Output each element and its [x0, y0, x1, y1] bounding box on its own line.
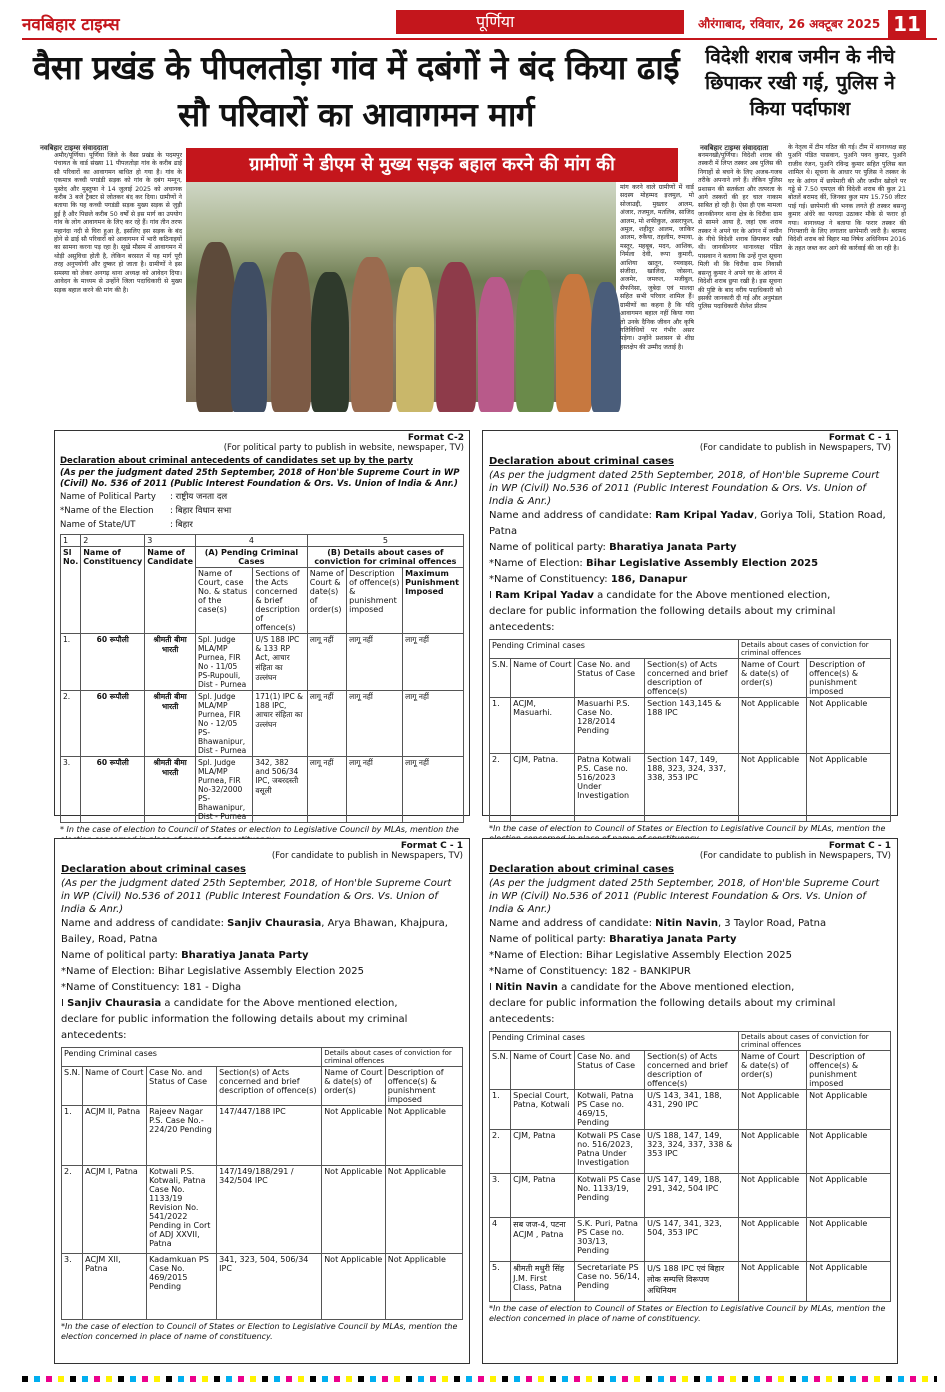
ad3-cell: Not Applicable: [322, 1254, 386, 1320]
ad2-election-label: *Name of Election:: [489, 558, 583, 569]
ad3-h-conv: Details about cases of conviction for criminal offences: [322, 1048, 463, 1067]
ad4-party-line: [489, 932, 891, 948]
ad4-cell: Kotwali PS Case No. 1133/19, Pending: [575, 1174, 645, 1218]
ad4-h-sec: Section(s) of Acts concerned and brief description of offence(s): [645, 1051, 739, 1090]
dateline: औरंगाबाद, रविवार, 26 अक्टूबर 2025: [698, 17, 881, 31]
ad-format-c2: [54, 430, 470, 834]
ad4-party: Bharatiya Janata Party: [609, 934, 737, 945]
ad1-h-const: Name of Constituency: [81, 547, 145, 634]
ad3-h-case: Case No. and Status of Case: [147, 1067, 217, 1106]
ad2-const-line: [489, 572, 891, 588]
ad1-cell: श्रीमती बीमा भारती: [145, 691, 196, 757]
ad4-decl-name: Nitin Navin: [495, 982, 558, 993]
ad1-cell: लागू नहीं: [307, 757, 346, 823]
ad2-format: Format C - 1: [828, 433, 891, 443]
ad2-party-line: [489, 540, 891, 556]
table-row: [490, 1090, 891, 1130]
ad4-cell: सब जज-4, पटना ACJM , Patna: [511, 1218, 575, 1262]
ad4-address-line: [489, 916, 891, 932]
ad2-judgment: (As per the judgment dated 25th September, 2018, of Hon'ble Supreme Court in WP (Civil) No.536 of 2011 (Public Interest Foundation & Ors. Vs. Union of India & Anr.): [489, 470, 880, 507]
ad3-cell: Kadamkuan PS Case No. 469/2015 Pending: [147, 1254, 217, 1320]
ad-ram-kripal-yadav: [482, 430, 898, 833]
ad3-election-line: [61, 964, 463, 980]
ad4-cell: Not Applicable: [807, 1174, 891, 1218]
ad2-party: Bharatiya Janata Party: [609, 542, 737, 553]
ad1-election-label: *Name of the Election: [60, 506, 154, 516]
ad1-cell: लागू नहीं: [347, 757, 403, 823]
ad4-h-pending: Pending Criminal cases: [490, 1032, 739, 1051]
ad1-cell: 3.: [61, 757, 81, 823]
ad1-cell: लागू नहीं: [403, 757, 464, 823]
ad2-cell: 2.: [490, 754, 511, 822]
ad4-h-court: Name of Court: [511, 1051, 575, 1090]
ad1-cell: लागू नहीं: [307, 691, 346, 757]
ad4-election-label: *Name of Election:: [489, 950, 583, 961]
ad3-h-sn: S.N.: [62, 1067, 83, 1106]
ad2-cell: Not Applicable: [739, 698, 807, 754]
ad2-h-desc: Description of offence(s) & punishment imposed: [807, 659, 891, 698]
ad2-declaration: [489, 588, 891, 604]
ad4-cell: Not Applicable: [807, 1130, 891, 1174]
lead-headline: वैसा प्रखंड के पीपलतोड़ा गांव में दबंगों ने बंद किया ढाई सौ परिवारों का आवागमन मार्ग: [32, 48, 680, 134]
ad4-cell: Not Applicable: [807, 1090, 891, 1130]
ad3-cell: Rajeev Nagar P.S. Case No.- 224/20 Pending: [147, 1106, 217, 1166]
ad3-cell: ACJM II, Patna: [83, 1106, 147, 1166]
ad2-address-line: [489, 508, 891, 540]
ad2-cell: Patna Kotwali P.S. Case no. 516/2023 Under Investigation: [575, 754, 645, 822]
ad1-cell: 2.: [61, 691, 81, 757]
ad1-state: बिहार: [175, 520, 193, 530]
ad2-cell: Masuarhi P.S. Case No. 128/2014 Pending: [575, 698, 645, 754]
ad3-note: *In the case of election to Council of States or Election to Legislative Council by MLAs, mention the election concerned in place of name of constituency.: [61, 1322, 458, 1341]
table-row: [62, 1106, 463, 1166]
ad1-cell: 60 रूपौली: [81, 757, 145, 823]
table-row: [490, 698, 891, 754]
ad3-h-ccourt: Name of Court & date(s) of order(s): [322, 1067, 386, 1106]
ad4-cell: CJM, Patna: [511, 1174, 575, 1218]
ad1-party-label: Name of Political Party: [60, 492, 156, 502]
ad1-cell: Spl. Judge MLA/MP Purnea, FIR No - 11/05 PS-Rupouli, Dist - Purnea: [196, 634, 253, 691]
ad2-purpose: (For candidate to publish in Newspapers, TV): [699, 443, 891, 453]
ad4-cell: Not Applicable: [739, 1262, 807, 1302]
ad4-cell: 5.: [490, 1262, 511, 1302]
ad2-h-pending: Pending Criminal cases: [490, 640, 739, 659]
ad4-party-label: Name of political party:: [489, 934, 606, 945]
ad2-cell: Section 143,145 & 188 IPC: [645, 698, 739, 754]
ad1-colnum: 2: [81, 535, 145, 547]
ad1-format: Format C-2: [407, 433, 464, 443]
ad1-h-a2: Sections of the Acts concerned & brief description of offence(s): [253, 568, 307, 634]
ad3-cell: 3.: [62, 1254, 83, 1320]
ad2-cell: Not Applicable: [807, 754, 891, 822]
ad1-party-line: Name of Political Party : राष्ट्रीय जनता दल: [60, 492, 228, 502]
ad1-title: Declaration about criminal antecedents of candidates set up by the party: [60, 456, 413, 466]
ad1-cell: 60 रूपौली: [81, 634, 145, 691]
ad4-cell: U/S 143, 341, 188, 431, 290 IPC: [645, 1090, 739, 1130]
ad1-election: बिहार विधान सभा: [175, 506, 232, 516]
ad4-cell: 2.: [490, 1130, 511, 1174]
table-row: [61, 691, 464, 757]
ad4-cell: Kotwali, Patna PS Case no. 469/15, Pending: [575, 1090, 645, 1130]
side-column-1: बनमनखी/पूर्णिया। विदेशी शराब की तस्करी में लिप्त तस्कर अब पुलिस की निगाहों से बचने के लिए अजब-गजब तरीके अपनाने लगे हैं। लेकिन पुलिस प्रशासन की सतर्कता और तत्परता के आगे तस्करों की हर चाल नाकाम साबित हो रही है। ऐसा ही एक मामला जानकीनगर थाना क्षेत्र के चिरौवा ग्राम से सामने आया है, जहां एक शराब तस्कर ने अपने घर के आंगन में जमीन के नीचे विदेशी शराब छिपाकर रखी थी। जानकीनगर थानाध्यक्ष पंडित पासवान ने बताया कि उन्हें गुप्त सूचना मिली थी कि चिरौवा ग्राम निवासी बसन्तु कुमार ने अपने घर के आंगन में विदेशी शराब छुपा रखी है। इस सूचना की पुष्टि के बाद वरीय पदाधिकारी को इसकी जानकारी दी गई और अनुमंडल पुलिस पदाधिकारी शैलेश प्रीतम: [698, 152, 782, 311]
ad4-constituency: 182 - BANKIPUR: [610, 966, 691, 977]
ad4-cell: U/S 147, 149, 188, 291, 342, 504 IPC: [645, 1174, 739, 1218]
registration-color-bar: [22, 1376, 937, 1382]
ad3-decl-name: Sanjiv Chaurasia: [67, 998, 162, 1009]
ad4-cell: U/S 188, 147, 149, 323, 324, 337, 338 & 353 IPC: [645, 1130, 739, 1174]
side-headline: विदेशी शराब जमीन के नीचे छिपाकर रखी गई, पुलिस ने किया पर्दाफाश: [705, 46, 895, 120]
ad3-cell: 2.: [62, 1166, 83, 1254]
ad2-election: Bihar Legislative Assembly Election 2025: [585, 558, 819, 569]
table-row: [62, 1166, 463, 1254]
ad4-candidate-name: Nitin Navin: [655, 918, 718, 929]
ad1-cell: लागू नहीं: [403, 691, 464, 757]
ad1-cell: 60 रूपौली: [81, 691, 145, 757]
lead-column-3: मांग करने वाले ग्रामीणों में वार्ड सदस्य मोहम्मद इजमुल, मो सोजाउद्दी, मुख्तार आलम, अंजार, तजमुल, मतलिब, साजिद आलम, मो शफीकुल, असराफुल, अमुल, शहीदुर आलम, जाकिर आलम, रुकैया, तहलीम, रुमाया, मस्तूर, महबूब, मदन, आशिक, निर्मला देवी, रूपा कुमारी, आशिया खातून, रमवाइस, संजीदा, खालिदा, जोसना, अजमेर, जमरुल, मजीबुल, सैफनिसा, जुबेदा एवं मालदा सहित सभी परिवार शामिल हैं। ग्रामीणों का कहना है कि यदि आवागमन बहाल नहीं किया गया तो उनके दैनिक जीवन और कृषि गतिविधियों पर गंभीर असर पड़ेगा। उन्होंने प्रशासन से शीघ्र हस्तक्षेप की उम्मीद जताई है।: [620, 184, 694, 351]
ad4-cell: श्रीमती मधुरी सिंह J.M. First Class, Patna: [511, 1262, 575, 1302]
ad1-table: [60, 534, 464, 823]
ad2-const-label: *Name of Constituency:: [489, 574, 608, 585]
table-row: [490, 1262, 891, 1302]
ad4-h-sn: S.N.: [490, 1051, 511, 1090]
table-row: [490, 1218, 891, 1262]
ad1-cell: Spl. Judge MLA/MP Purnea, FIR No - 12/05 PS-Bhawanipur, Dist - Purnea: [196, 691, 253, 757]
ad4-cell: Not Applicable: [739, 1130, 807, 1174]
ad1-h-a: (A) Pending Criminal Cases: [196, 547, 308, 568]
ad2-cell: Not Applicable: [807, 698, 891, 754]
ad4-note: *In the case of election to Council of States or Election to Legislative Council by MLAs, mention the election concerned in place of name of constituency.: [489, 1304, 886, 1323]
ad2-candidate-name: Ram Kripal Yadav: [655, 510, 754, 521]
ad2-decl-name: Ram Kripal Yadav: [495, 590, 594, 601]
ad2-h-sec: Section(s) of Acts concerned and brief description of offence(s): [645, 659, 739, 698]
ad1-cell: लागू नहीं: [347, 691, 403, 757]
ad2-h-sn: S.N.: [490, 659, 511, 698]
ad4-h-desc: Description of offence(s) & punishment imposed: [807, 1051, 891, 1090]
ad3-decl-pre: I: [61, 998, 64, 1009]
table-row: [61, 757, 464, 823]
ad4-addr-label: Name and address of candidate:: [489, 918, 652, 929]
ad4-address: , 3 Taylor Road, Patna: [717, 918, 827, 929]
ad4-cell: Not Applicable: [739, 1090, 807, 1130]
ad1-h-b3: Maximum Punishment Imposed: [403, 568, 464, 634]
ad3-cell: 147/447/188 IPC: [217, 1106, 322, 1166]
ad2-cell: ACJM, Masuarhi.: [511, 698, 575, 754]
ad3-h-desc: Description of offence(s) & punishment imposed: [385, 1067, 462, 1106]
ad4-declaration-2: declare for public information the following details about my criminal antecedents:: [489, 998, 836, 1025]
ad1-cell: 342, 382 and 506/34 IPC, जबरदस्ती वसूली: [253, 757, 307, 823]
ad1-h-sl: Sl No.: [61, 547, 81, 634]
side-byline: नवबिहार टाइम्स संवाददाता: [700, 144, 769, 152]
ad4-election: Bihar Legislative Assembly Election 2025: [585, 950, 793, 961]
ad4-decl-pre: I: [489, 982, 492, 993]
ad-nitin-navin: [482, 838, 898, 1364]
ad3-address-line: [61, 916, 463, 948]
ad4-h-ccourt: Name of Court & date(s) of order(s): [739, 1051, 807, 1090]
ad1-cell: लागू नहीं: [403, 634, 464, 691]
ad2-note: *In the case of election to Council of States or Election to Legislative Council by MLAs, mention the: [489, 824, 886, 833]
table-row: [490, 754, 891, 822]
ad1-cell: 171(1) IPC & 188 IPC, आचार संहिता का उल्लंघन: [253, 691, 307, 757]
masthead-rule: [22, 38, 937, 40]
ad1-election-line: *Name of the Election : बिहार विधान सभा: [60, 506, 232, 516]
ad3-cell: ACJM I, Patna: [83, 1166, 147, 1254]
ad2-decl-post: a candidate for the Above mentioned election,: [597, 590, 831, 601]
ad4-const-label: *Name of Constituency:: [489, 966, 608, 977]
ad4-const-line: [489, 964, 891, 980]
ad3-cell: Not Applicable: [322, 1166, 386, 1254]
lead-photo: [186, 182, 616, 402]
ad3-decl-post: a candidate for the Above mentioned election,: [164, 998, 398, 1009]
ad1-state-line: Name of State/UT : बिहार: [60, 520, 193, 530]
ad4-cell: U/S 147, 341, 323, 504, 353 IPC: [645, 1218, 739, 1262]
ad1-colnum: 4: [196, 535, 308, 547]
ad3-format: Format C - 1: [400, 841, 463, 851]
ad1-h-b1: Name of Court & date(s) of order(s): [307, 568, 346, 634]
ad2-h-court: Name of Court: [511, 659, 575, 698]
ad3-title: Declaration about criminal cases: [61, 864, 246, 875]
ad1-h-b2: Description of offence(s) & punishment imposed: [347, 568, 403, 634]
table-row: [490, 1174, 891, 1218]
ad1-h-cand: Name of Candidate: [145, 547, 196, 634]
ad3-cell: Kotwali P.S. Kotwali, Patna Case No. 1133/19 Revision No. 541/2022 Pending in Cort of ADJ XXVII, Patna: [147, 1166, 217, 1254]
ad3-const-line: [61, 980, 463, 996]
ad4-cell: CJM, Patna: [511, 1130, 575, 1174]
ad4-purpose: (For candidate to publish in Newspapers, TV): [699, 851, 891, 861]
lead-byline: नवबिहार टाइम्स संवाददाता: [40, 144, 109, 152]
newspaper-brand: नवबिहार टाइम्स: [22, 15, 120, 35]
ad3-h-court: Name of Court: [83, 1067, 147, 1106]
ad3-cell: 341, 323, 504, 506/34 IPC: [217, 1254, 322, 1320]
ad4-cell: Not Applicable: [739, 1218, 807, 1262]
ad1-note: * In the case of election to Council of States or election to Legislative Council by MLAs, mention the: [60, 825, 459, 834]
lead-subhead: ग्रामीणों ने डीएम से मुख्य सड़क बहाल करने की मांग की: [186, 148, 678, 182]
ad1-cell: श्रीमती बीमा भारती: [145, 757, 196, 823]
ad3-election-label: *Name of Election:: [61, 966, 155, 977]
ad3-cell: Not Applicable: [385, 1106, 462, 1166]
ad3-declaration-2: declare for public information the following details about my criminal antecedents:: [61, 1014, 408, 1041]
ad1-cell: Spl. Judge MLA/MP Purnea, FIR No-32/2000 PS-Bhawanipur, Dist - Purnea: [196, 757, 253, 823]
ad1-judgment: (As per the judgment dated 25th September, 2018 of Hon'ble Supreme Court in WP (Civil) No. 536 of 2011 (Public Interest Foundation & Ors. Vs. Union of India & Anr.): [60, 468, 460, 489]
table-row: [490, 1130, 891, 1174]
ad2-decl-pre: I: [489, 590, 492, 601]
ad2-election-line: [489, 556, 891, 572]
ad3-table: [61, 1047, 463, 1320]
ad4-cell: Special Court, Patna, Kotwali: [511, 1090, 575, 1130]
ad4-table: [489, 1031, 891, 1302]
ad1-party: राष्ट्रीय जनता दल: [175, 492, 228, 502]
ad4-cell: Secretariate PS Case no. 56/14, Pending: [575, 1262, 645, 1302]
ad3-declaration: [61, 996, 463, 1012]
lead-column-1: अमौर/पूर्णिया। पूर्णिया जिले के वैसा प्रखंड के पदमपुर पंचायत के वार्ड संख्या 11 पीपलतोड़ा गांव के करीब ढाई सौ परिवारों का आवागमन बाधित हो गया है। गांव के एकमात्र कच्ची पगडंडी सड़क को गांव के दबंग मम्नून, मुस्तेद और मुस्तुफा ने 14 जुलाई 2025 को अचानक करीब 3 बजे ट्रैक्टर से जोतकर बंद कर दिया। ग्रामीणों ने बताया कि यह कच्ची पगडंडी सड़क मुख्य सड़क से जुड़ी हुई है और पिछले करीब 50 वर्षों से इस मार्ग का उपयोग गांव के लोग आवागमन के लिए कर रहे हैं। गांव तीन तरफ महानंदा नदी से घिरा हुआ है, इसलिए इस सड़क के बंद होने से ढाई सौ परिवारों को आवागमन में भारी कठिनाइयों का सामना करना पड़ रहा है। सूखे मौसम में आवागमन में थोड़ी असुविधा होती है, लेकिन बरसात में यह मार्ग पूरी तरह अनुपयोगी और दुष्कर हो जाता है। ग्रामीणों ने इस समस्या को लेकर अनगढ़ थाना अध्यक्ष को आवेदन दिया। आवेदन के माध्यम से उन्होंने जिला पदाधिकारी से मुख्य सड़क बहाल करने की मांग की है।: [54, 152, 182, 294]
ad4-cell: S.K. Puri, Patna PS Case no. 303/13, Pending: [575, 1218, 645, 1262]
ad2-h-conv: Details about cases of conviction for criminal offences: [739, 640, 891, 659]
ad2-declaration-2: declare for public information the following details about my criminal antecedents:: [489, 606, 836, 633]
ad3-cell: 147/149/188/291 / 342/504 IPC: [217, 1166, 322, 1254]
section-label: पूर्णिया: [396, 10, 684, 34]
ad4-title: Declaration about criminal cases: [489, 864, 674, 875]
ad2-title: Declaration about criminal cases: [489, 456, 674, 467]
ad3-party-line: [61, 948, 463, 964]
ad3-address: , Arya Bhawan, Khajpura, Bailey, Road, Patna: [61, 918, 448, 945]
ad1-cell: लागू नहीं: [347, 634, 403, 691]
ad1-cell: U/S 188 IPC & 133 RP Act, आचार संहिता का उल्लंघन: [253, 634, 307, 691]
ad3-constituency: 181 - Digha: [182, 982, 242, 993]
ad3-cell: Not Applicable: [385, 1166, 462, 1254]
ad4-format: Format C - 1: [828, 841, 891, 851]
ad3-cell: Not Applicable: [322, 1106, 386, 1166]
table-row: [62, 1254, 463, 1320]
ad2-cell: 1.: [490, 698, 511, 754]
ad4-cell: Kotwali PS Case no. 516/2023, Patna Under Investigation: [575, 1130, 645, 1174]
ad2-cell: CJM, Patna.: [511, 754, 575, 822]
ad3-purpose: (For candidate to publish in Newspapers, TV): [271, 851, 463, 861]
ad1-purpose: (For political party to publish in website, newspaper, TV): [223, 443, 464, 453]
ad4-cell: Not Applicable: [807, 1262, 891, 1302]
ad2-h-ccourt: Name of Court & date(s) of order(s): [739, 659, 807, 698]
ad4-cell: Not Applicable: [807, 1218, 891, 1262]
ad1-cell: 1.: [61, 634, 81, 691]
ad1-state-label: Name of State/UT: [60, 520, 136, 530]
ad4-declaration: [489, 980, 891, 996]
ad1-cell: श्रीमती बीमा भारती: [145, 634, 196, 691]
table-row: [61, 634, 464, 691]
ad3-judgment: (As per the judgment dated 25th September, 2018, of Hon'ble Supreme Court in WP (Civil) No.536 of 2011 (Public Interest Foundation & Ors. Vs. Union of India & Anr.): [61, 878, 452, 915]
ad2-table: [489, 639, 891, 822]
ad4-cell: 1.: [490, 1090, 511, 1130]
ad3-cell: Not Applicable: [385, 1254, 462, 1320]
ad4-h-case: Case No. and Status of Case: [575, 1051, 645, 1090]
ad3-election: Bihar Legislative Assembly Election 2025: [157, 966, 365, 977]
ad-sanjiv-chaurasia: [54, 838, 470, 1364]
ad4-judgment: (As per the judgment dated 25th September, 2018, of Hon'ble Supreme Court in WP (Civil) No.536 of 2011 (Public Interest Foundation & Ors. Vs. Union of India & Anr.): [489, 878, 880, 915]
ad4-h-conv: Details about cases of conviction for criminal offences: [739, 1032, 891, 1051]
ad3-cell: ACJM XII, Patna: [83, 1254, 147, 1320]
masthead: [22, 10, 937, 38]
ad1-colnum: 3: [145, 535, 196, 547]
side-column-2: के नेतृत्व में टीम गठित की गई। टीम में थानाध्यक्ष सह पुअनि पंडित पासवान, पुअनि पवन कुमार, पुअनि राजीव रंजन, पुअनि रविन्द्र कुमार सहित पुलिस बल शामिल थे। सूचना के आधार पर पुलिस ने तस्कर के घर के आंगन में छापेमारी की और जमीन खोदने पर गड्ढे से 7.50 एमएल की विदेशी शराब की कुल 21 बोतलें बरामद कीं, जिनका कुल माप 15.750 लीटर पाई गई। छापेमारी की भनक लगते ही तस्कर बसन्तु कुमार अंधेरे का फायदा उठाकर मौके से फरार हो गया। थानाध्यक्ष ने बताया कि फरार तस्कर की गिरफ्तारी के लिए लगातार छापेमारी जारी है। बरामद विदेशी शराब को बिहार मद्य निषेध अधिनियम 2016 के तहत जब्त कर आगे की कार्रवाई की जा रही है।: [788, 144, 906, 252]
page-number: 11: [888, 10, 926, 38]
ad2-h-case: Case No. and Status of Case: [575, 659, 645, 698]
ad3-party: Bharatiya Janata Party: [181, 950, 309, 961]
ad1-h-a1: Name of Court, case No. & status of the case(s): [196, 568, 253, 634]
ad4-election-line: [489, 948, 891, 964]
ad3-party-label: Name of political party:: [61, 950, 178, 961]
ad3-const-label: *Name of Constituency:: [61, 982, 180, 993]
ad1-cell: लागू नहीं: [307, 634, 346, 691]
ad4-cell: 4: [490, 1218, 511, 1262]
ad1-colnum: 5: [307, 535, 463, 547]
ad4-decl-post: a candidate for the Above mentioned election,: [561, 982, 795, 993]
ad2-constituency: 186, Danapur: [610, 574, 688, 585]
ad2-party-label: Name of political party:: [489, 542, 606, 553]
ad1-colnum: 1: [61, 535, 81, 547]
ad2-cell: Not Applicable: [739, 754, 807, 822]
ad2-cell: Section 147, 149, 188, 323, 324, 337, 338, 353 IPC: [645, 754, 739, 822]
ad1-h-b: (B) Details about cases of conviction for criminal offences: [307, 547, 463, 568]
ad4-cell: Not Applicable: [739, 1174, 807, 1218]
ad3-h-pending: Pending Criminal cases: [62, 1048, 322, 1067]
ad4-cell: 3.: [490, 1174, 511, 1218]
ad3-candidate-name: Sanjiv Chaurasia: [227, 918, 322, 929]
ad3-cell: 1.: [62, 1106, 83, 1166]
ad2-addr-label: Name and address of candidate:: [489, 510, 652, 521]
ad2-address: , Goriya Toli, Station Road, Patna: [489, 510, 886, 537]
ad4-cell: U/S 188 IPC एवं बिहार लोक सम्पत्ति विरूपण अधिनियम: [645, 1262, 739, 1302]
ad3-h-sec: Section(s) of Acts concerned and brief description of offence(s): [217, 1067, 322, 1106]
ad3-addr-label: Name and address of candidate:: [61, 918, 224, 929]
